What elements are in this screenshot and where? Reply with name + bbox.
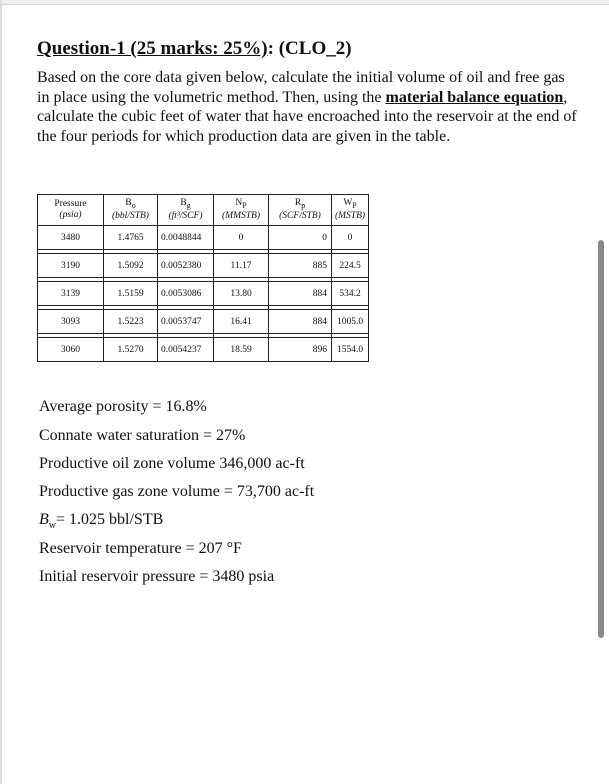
window-top-edge <box>0 0 609 5</box>
header-bg: $B_g$ (ft³/SCF) <box>158 195 214 226</box>
cell-rp: 884 <box>269 282 332 306</box>
table-row <box>38 226 369 250</box>
question-body <box>37 68 577 146</box>
prop-connate-water: Connate water saturation = 27% <box>39 427 246 444</box>
prop-initial-pressure: Initial reservoir pressure = 3480 psia <box>39 568 275 585</box>
prop-bw-sub: w <box>48 520 57 532</box>
prop-porosity: Average porosity = 16.8% <box>39 398 207 415</box>
cell-np: 0 <box>214 226 269 250</box>
question-body-emphasis: material balance equation <box>385 88 564 106</box>
cell-wp: 224.5 <box>332 254 369 278</box>
cell-bo: 1.5223 <box>104 310 158 334</box>
production-data-table <box>37 194 369 362</box>
question-colon: : <box>267 38 274 59</box>
prop-temperature: Reservoir temperature = 207 °F <box>39 540 242 557</box>
header-bo: $B_o$ (bbl/STB) <box>104 195 158 226</box>
cell-bo: 1.5159 <box>104 282 158 306</box>
question-heading <box>37 38 352 60</box>
prop-oil-zone: Productive oil zone volume 346,000 ac-ft <box>39 455 305 472</box>
cell-pressure: 3060 <box>38 338 104 362</box>
cell-pressure: 3190 <box>38 254 104 278</box>
table-row <box>38 254 369 278</box>
table-row <box>38 338 369 362</box>
cell-rp: 884 <box>269 310 332 334</box>
cell-rp: 896 <box>269 338 332 362</box>
prop-gas-zone: Productive gas zone volume = 73,700 ac-ft <box>39 483 315 500</box>
cell-wp: 534.2 <box>332 282 369 306</box>
cell-bg: 0.0048844 <box>158 226 214 250</box>
cell-bg: 0.0054237 <box>158 338 214 362</box>
question-body-part1: Based on the core data given below, calculate the initial volume of oil and free gas in place using the volumetric method. Then, using the <box>37 69 565 106</box>
cell-bg: 0.0052380 <box>158 254 214 278</box>
cell-np: 16.41 <box>214 310 269 334</box>
table-row <box>38 310 369 334</box>
window-left-edge <box>0 0 2 784</box>
cell-np: 13.80 <box>214 282 269 306</box>
question-title: Question-1 (25 marks: 25%) <box>37 38 268 59</box>
cell-pressure: 3139 <box>38 282 104 306</box>
prop-bw-value: = 1.025 bbl/STB <box>56 511 164 528</box>
cell-bg: 0.0053747 <box>158 310 214 334</box>
question-clo: (CLO_2) <box>278 38 352 59</box>
cell-wp: 0 <box>332 226 369 250</box>
vertical-scrollbar[interactable] <box>598 240 604 638</box>
table-row <box>38 282 369 306</box>
question-body-part2: , calculate the cubic feet of water that have encroached into the reservoir at the end of the four periods for which production data are given in the table. <box>37 88 577 145</box>
cell-np: 18.59 <box>214 338 269 362</box>
cell-bo: 1.5092 <box>104 254 158 278</box>
header-np: $N_P$ (MMSTB) <box>214 195 269 226</box>
header-rp: $R_p$ (SCF/STB) <box>269 195 332 226</box>
cell-bo: 1.4765 <box>104 226 158 250</box>
cell-rp: 885 <box>269 254 332 278</box>
header-wp: $W_P$ (MSTB) <box>332 195 369 226</box>
cell-wp: 1005.0 <box>332 310 369 334</box>
cell-pressure: 3480 <box>38 226 104 250</box>
prop-bw-symbol: B <box>39 511 49 528</box>
cell-rp: 0 <box>269 226 332 250</box>
prop-bw <box>39 511 163 531</box>
header-pressure: Pressure (psia) <box>38 195 104 226</box>
cell-wp: 1554.0 <box>332 338 369 362</box>
cell-pressure: 3093 <box>38 310 104 334</box>
cell-bg: 0.0053086 <box>158 282 214 306</box>
cell-np: 11.17 <box>214 254 269 278</box>
cell-bo: 1.5270 <box>104 338 158 362</box>
table-header-row <box>38 195 369 226</box>
